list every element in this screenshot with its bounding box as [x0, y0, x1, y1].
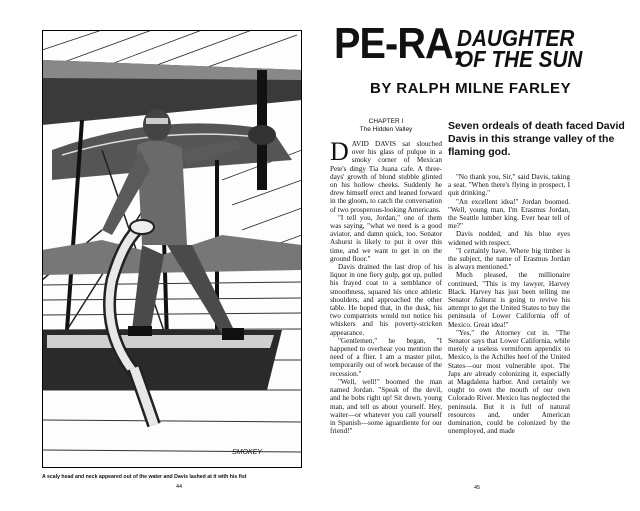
page-number-left: 44: [176, 484, 183, 490]
paragraph: "I certainly have. Where big timber is the subject, the name of Erasmus Jordan is always mentioned.": [448, 246, 570, 272]
paragraph: "Gentlemen," he began, "I happened to overhear you mention the need of a flier. I am a master pilot, temporarily out of work because of the recession.": [330, 336, 442, 378]
paragraph: DAVID DAVIS sat slouched over his glass of pulque in a smoky corner of Mexican Pete's dingy Tia Juana cafe. A three-days' growth of blond stubble glinted on his hollow cheeks. Suddenly he drew himself erect and leaned forward in the gloom, to catch the conversation of two prosperous-looking Americans.: [330, 137, 442, 214]
chapter-title: The Hidden Valley: [359, 126, 413, 133]
page-number-right: 45: [474, 485, 481, 491]
paragraph: "Yes," the Attorney cut in. "The Senator says that Lower California, while merely a useless vermiform appendix to Mexico, is the Achilles heel of the United States—our most vulnerable spot. The Japs are already colonizing it, especially at Magdalena harbor. And certainly we ought to own the mouth of our own Colorado River. Mexico has neglected the peninsula. But it is full of natural resources and, under American domination, could be colonized by the unemployed, and made: [448, 328, 570, 436]
story-title: PE-RA,: [334, 19, 463, 68]
drop-cap: D: [330, 137, 349, 166]
chapter-number: CHAPTER I: [368, 118, 404, 125]
subtitle-line-2: OF THE SUN: [457, 46, 583, 72]
right-page: [322, 0, 640, 511]
paragraph: "Well, well!" boomed the man named Jordan. "Speak of the devil, and he bobs right up! Sit down, young man, and tell us about yourself. Hey, waiter—or whatever you call yourself in Spanish—some aguardiente for our friend!": [330, 377, 442, 436]
paragraph: Davis drained the last drop of his liquor in one fiery gulp, got up, pulled his frayed coat to a semblance of smoothness, squared his once athletic shoulders, and approached the other table. He hoped that, in the dusk, his two compatriots would not notice his whiskers and his poverty-stricken appearance.: [330, 263, 442, 337]
subtitle-line-1: DAUGHTER: [457, 25, 575, 51]
story-subtitle: [457, 25, 583, 72]
text-column-1: [330, 118, 442, 435]
paragraph: Much pleased, the millionaire continued, "This is my lawyer, Harvey Black. Harvey has just been telling me Senator Ashurst is going to revive his attempt to get the United States to buy the peninsula of Lower California off of Mexico. Great idea!": [448, 271, 570, 329]
seaplane-illustration: [42, 30, 302, 468]
author-byline: BY RALPH MILNE FARLEY: [370, 80, 572, 97]
text-column-2: [448, 173, 570, 436]
illustration-artwork: [42, 30, 302, 468]
paragraph: "I tell you, Jordan," one of them was saying, "what we need is a good aviator, and damn quick, too. Senator Ashurst is likely to put it over this time, and we want to get in on the ground floor.": [330, 213, 442, 263]
chapter-heading: [330, 118, 442, 134]
paragraph: Davis nodded, and his blue eyes widened with respect.: [448, 230, 570, 247]
paragraph: "An excellent idea!" Jordan boomed. "Well, young man, I'm Erasmus Jordan, the Seattle lumber king. Ever hear tell of me?": [448, 197, 570, 231]
artist-signature: SMOKEY: [232, 449, 262, 456]
illustration-caption: A scaly head and neck appeared out of the water and Davis lashed at it with his fist: [42, 474, 247, 480]
paragraph: "No thank you, Sir," said Davis, taking a seat. "When there's flying in prospect, I quit drinking.": [448, 173, 570, 198]
story-blurb: Seven ordeals of death faced David Davis in this strange valley of the flaming god.: [448, 120, 625, 158]
